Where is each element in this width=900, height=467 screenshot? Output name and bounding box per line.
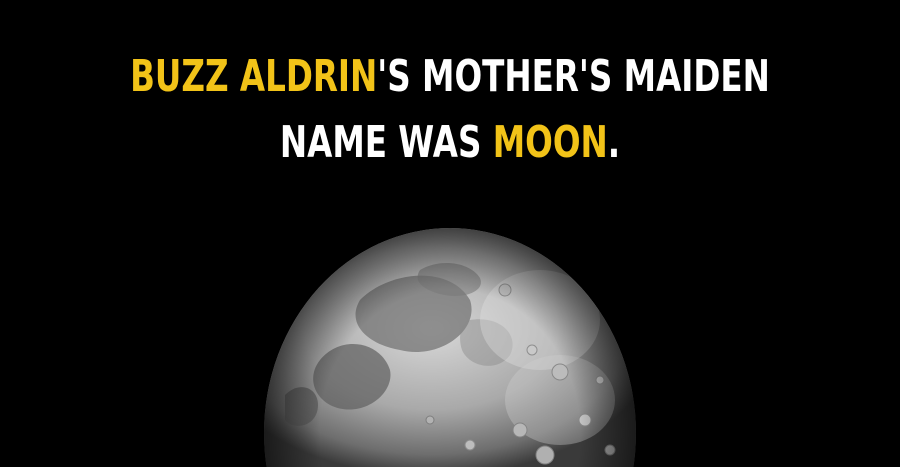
headline-text-1: 'S MOTHER'S MAIDEN: [377, 51, 770, 102]
headline-period: .: [607, 117, 621, 168]
headline-highlight-moon: MOON: [492, 117, 608, 168]
headline-line-1: [117, 44, 783, 110]
headline-highlight-name: BUZZ ALDRIN: [130, 51, 378, 102]
moon-surface: [264, 228, 636, 467]
headline-text-2: NAME WAS: [279, 117, 493, 168]
headline-line-2: [117, 110, 783, 176]
headline: [117, 44, 783, 176]
